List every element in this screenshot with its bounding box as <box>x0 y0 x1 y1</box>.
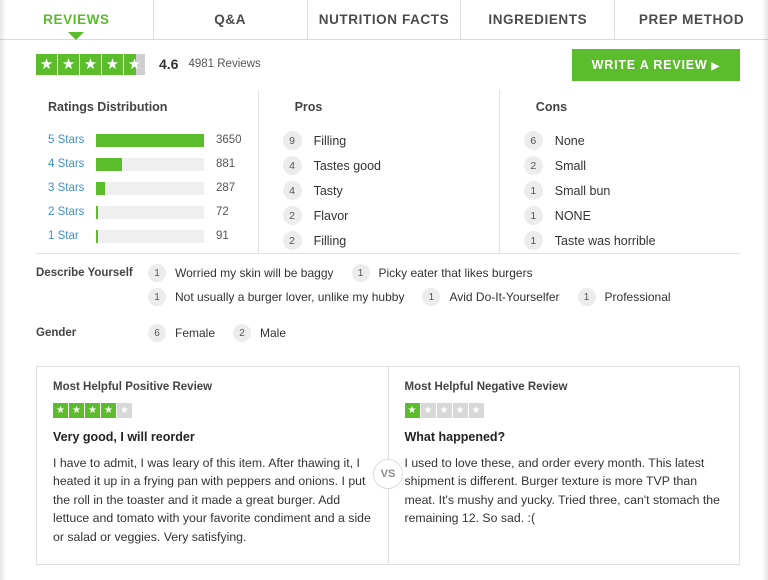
tab-ingredients-label: INGREDIENTS <box>488 12 588 27</box>
tab-ingredients[interactable] <box>461 0 615 39</box>
write-a-review-button[interactable] <box>572 49 740 81</box>
distribution-label-5-stars[interactable]: 5 Stars <box>48 134 85 146</box>
tab-prep-method[interactable] <box>615 0 768 39</box>
chip-count: 1 <box>352 264 370 282</box>
tab-reviews[interactable] <box>0 0 154 39</box>
chip-label: Avid Do-It-Yourselfer <box>449 290 560 304</box>
most-helpful-reviews <box>36 366 740 565</box>
cons-item[interactable] <box>524 228 724 253</box>
star-icon: ★ <box>53 403 68 418</box>
cons-item[interactable] <box>524 153 724 178</box>
positive-review-title: Most Helpful Positive Review <box>53 381 213 393</box>
active-tab-caret-icon <box>68 32 84 40</box>
gender-row <box>36 316 740 352</box>
cons-item-count: 1 <box>524 231 543 250</box>
chip-label: Male <box>260 326 287 340</box>
distribution-count-5-stars: 3650 <box>216 134 242 146</box>
star-icon: ★ <box>36 54 57 75</box>
star-icon: ★ <box>80 54 101 75</box>
cons-item[interactable] <box>524 203 724 228</box>
positive-review-stars <box>53 403 372 418</box>
tab-prep-method-label: PREP METHOD <box>638 12 745 27</box>
chip-label: Picky eater that likes burgers <box>378 266 533 280</box>
star-half-icon: ★ <box>124 54 145 75</box>
distribution-bar-1-star <box>96 230 204 243</box>
describe-yourself-chip[interactable] <box>422 288 559 306</box>
pros-item-count: 2 <box>283 206 302 225</box>
gender-label: Gender <box>36 327 77 339</box>
distribution-row[interactable] <box>48 152 242 176</box>
distribution-label-2-stars[interactable]: 2 Stars <box>48 206 85 218</box>
gender-chip[interactable] <box>233 324 286 342</box>
average-rating-value: 4.6 <box>159 56 179 72</box>
cons-item-label: Small bun <box>554 183 611 198</box>
pros-item[interactable] <box>283 128 483 153</box>
distribution-count-4-stars: 881 <box>216 158 236 170</box>
cons-item-count: 1 <box>524 181 543 200</box>
star-icon: ★ <box>102 54 123 75</box>
distribution-row[interactable] <box>48 176 242 200</box>
chip-count: 2 <box>233 324 251 342</box>
chip-count: 1 <box>422 288 440 306</box>
star-empty-icon: ★ <box>421 403 436 418</box>
star-icon: ★ <box>69 403 84 418</box>
distribution-row[interactable] <box>48 224 242 248</box>
star-empty-icon: ★ <box>469 403 484 418</box>
star-icon: ★ <box>405 403 420 418</box>
chip-label: Female <box>175 326 216 340</box>
tab-qa[interactable] <box>154 0 308 39</box>
gender-chip[interactable] <box>148 324 215 342</box>
distribution-bar-5-stars <box>96 134 204 147</box>
chip-count: 1 <box>578 288 596 306</box>
chip-label: Worried my skin will be baggy <box>175 266 334 280</box>
versus-badge: VS <box>373 459 403 489</box>
distribution-row[interactable] <box>48 200 242 224</box>
pros-title: Pros <box>294 100 323 114</box>
star-icon: ★ <box>85 403 100 418</box>
chevron-right-icon: ▶ <box>711 61 720 72</box>
average-rating-stars <box>36 54 145 75</box>
cons-item[interactable] <box>524 178 724 203</box>
negative-review-stars <box>405 403 724 418</box>
chip-count: 1 <box>148 264 166 282</box>
star-icon: ★ <box>58 54 79 75</box>
star-icon: ★ <box>101 403 116 418</box>
pros-item[interactable] <box>283 228 483 253</box>
most-helpful-positive-review <box>36 367 388 565</box>
pros-item-count: 4 <box>283 156 302 175</box>
cons-title: Cons <box>535 100 568 114</box>
ratings-distribution-column <box>36 90 258 253</box>
pros-item-count: 2 <box>283 231 302 250</box>
pros-item[interactable] <box>283 153 483 178</box>
cons-item-count: 2 <box>524 156 543 175</box>
rating-summary <box>0 40 768 90</box>
review-count: 4981 Reviews <box>188 58 261 70</box>
distribution-count-2-stars: 72 <box>216 206 229 218</box>
ratings-distribution-title: Ratings Distribution <box>48 100 168 114</box>
chip-count: 6 <box>148 324 166 342</box>
distribution-count-3-stars: 287 <box>216 182 236 194</box>
tab-reviews-label: REVIEWS <box>43 12 110 27</box>
tab-qa-label: Q&A <box>214 12 247 27</box>
distribution-count-1-star: 91 <box>216 230 229 242</box>
pros-item[interactable] <box>283 178 483 203</box>
cons-item-label: None <box>554 133 585 148</box>
negative-review-headline: What happened? <box>404 430 506 444</box>
pros-item-count: 4 <box>283 181 302 200</box>
describe-yourself-row <box>36 254 740 316</box>
star-empty-icon: ★ <box>437 403 452 418</box>
pros-item-label: Filling <box>313 233 347 248</box>
distribution-label-1-star[interactable]: 1 Star <box>48 230 79 242</box>
tab-nutrition-facts[interactable] <box>308 0 462 39</box>
star-empty-icon: ★ <box>453 403 468 418</box>
distribution-bar-4-stars <box>96 158 204 171</box>
positive-review-body: I have to admit, I was leary of this item. After thawing it, I heated it up in a frying pan with peppers and onions. I put the roll in the toaster and it made a great burger. Add lettuce and tomato with your favorite condiment and a side or salad or veggies. Very satisfying. <box>53 456 371 544</box>
pros-item-label: Flavor <box>313 208 349 223</box>
demographics-section <box>0 254 768 352</box>
distribution-bar-3-stars <box>96 182 204 195</box>
pros-item-label: Tastes good <box>313 158 382 173</box>
cons-item-label: Taste was horrible <box>554 233 656 248</box>
describe-yourself-chips <box>148 264 740 312</box>
gender-chips <box>148 324 304 348</box>
summary-columns <box>0 90 768 253</box>
pros-item-label: Tasty <box>313 183 343 198</box>
pros-item-label: Filling <box>313 133 347 148</box>
write-a-review-label: WRITE A REVIEW <box>591 58 708 72</box>
pros-column <box>258 90 499 253</box>
distribution-bar-2-stars <box>96 206 204 219</box>
tab-bar <box>0 0 768 40</box>
star-empty-icon: ★ <box>117 403 132 418</box>
describe-yourself-chip[interactable] <box>578 288 671 306</box>
distribution-label-4-stars[interactable]: 4 Stars <box>48 158 85 170</box>
chip-count: 1 <box>148 288 166 306</box>
cons-item-label: NONE <box>554 208 591 223</box>
cons-item-count: 6 <box>524 131 543 150</box>
negative-review-body: I used to love these, and order every month. This latest shipment is different. Burger texture is more TVP than meat. It's mushy and yucky. Tried three, can't stomach the remaining 12. So sad. :( <box>404 456 720 526</box>
cons-column <box>499 90 740 253</box>
tab-nutrition-facts-label: NUTRITION FACTS <box>318 12 450 27</box>
positive-review-headline: Very good, I will reorder <box>53 430 195 444</box>
chip-label: Not usually a burger lover, unlike my hubby <box>175 290 405 304</box>
negative-review-title: Most Helpful Negative Review <box>404 381 568 393</box>
distribution-row[interactable] <box>48 128 242 152</box>
distribution-label-3-stars[interactable]: 3 Stars <box>48 182 85 194</box>
most-helpful-negative-review <box>388 367 741 565</box>
describe-yourself-chip[interactable] <box>148 288 404 306</box>
chip-label: Professional <box>604 290 671 304</box>
cons-item-label: Small <box>554 158 587 173</box>
pros-item[interactable] <box>283 203 483 228</box>
cons-item[interactable] <box>524 128 724 153</box>
pros-item-count: 9 <box>283 131 302 150</box>
describe-yourself-chip[interactable] <box>352 264 533 282</box>
describe-yourself-label: Describe Yourself <box>36 267 133 279</box>
describe-yourself-chip[interactable] <box>148 264 334 282</box>
cons-item-count: 1 <box>524 206 543 225</box>
